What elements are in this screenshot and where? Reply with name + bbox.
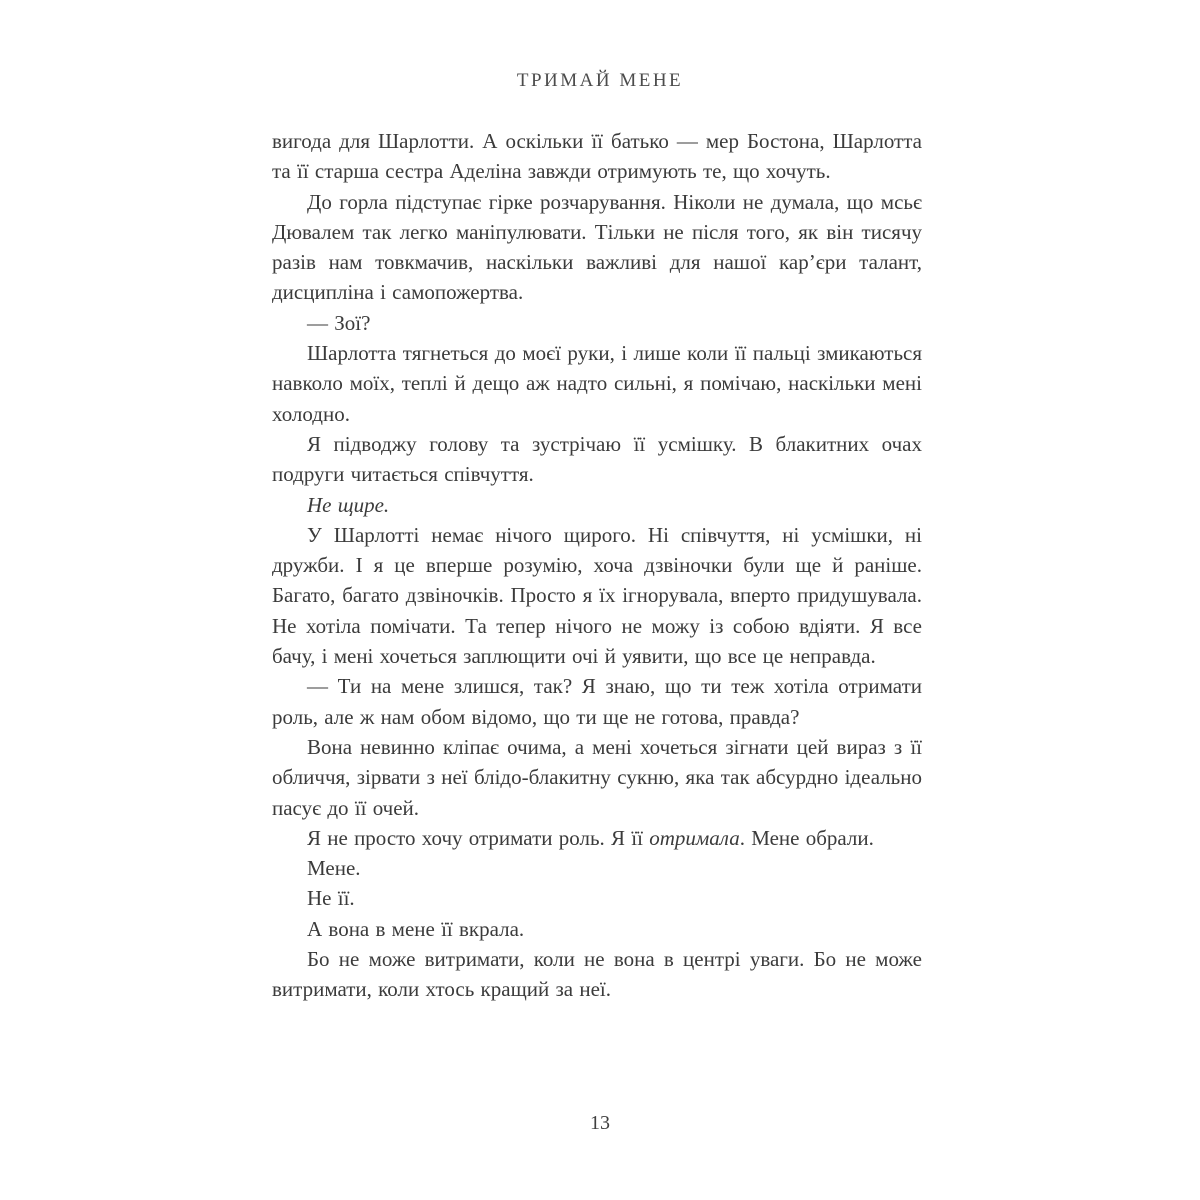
text-run: — Зої? bbox=[307, 310, 371, 335]
paragraph bbox=[272, 520, 922, 671]
paragraph bbox=[272, 671, 922, 732]
text-run: Я не просто хочу отримати роль. Я її bbox=[307, 825, 650, 850]
body-text bbox=[272, 126, 922, 1005]
paragraph bbox=[272, 944, 922, 1005]
paragraph bbox=[272, 732, 922, 823]
text-run: — Ти на мене злишся, так? Я знаю, що ти теж хотіла отримати роль, але ж нам обом відомо, що ти ще не готова, правда? bbox=[272, 674, 922, 729]
italic-text-run: Не щире. bbox=[307, 492, 390, 517]
paragraph bbox=[272, 338, 922, 429]
paragraph bbox=[272, 490, 922, 520]
text-run: . Мене обрали. bbox=[739, 825, 874, 850]
running-head: ТРИМАЙ МЕНЕ bbox=[516, 70, 684, 91]
text-run: Бо не може витримати, коли не вона в центрі уваги. Бо не може витримати, коли хтось кращий за неї. bbox=[272, 947, 922, 1002]
text-run: Мене. bbox=[307, 856, 361, 881]
text-run: А вона в мене її вкрала. bbox=[307, 916, 525, 941]
page-number: 13 bbox=[590, 1112, 610, 1134]
paragraph bbox=[272, 823, 922, 853]
paragraph bbox=[272, 308, 922, 338]
text-run: Шарлотта тягнеться до моєї руки, і лише коли її пальці змикаються навколо моїх, теплі й дещо аж надто сильні, я помічаю, наскільки мені холодно. bbox=[272, 341, 922, 426]
text-run: У Шарлотті немає нічого щирого. Ні співчуття, ні усмішки, ні дружби. І я це вперше розумію, хоча дзвіночки були ще й раніше. Багато, багато дзвіночків. Просто я їх ігнорувала, вперто придушувала. Не хотіла помічати. Та тепер нічого не можу із собою вдіяти. Я все бачу, і мені хочеться заплющити очі й уявити, що все це неправда. bbox=[272, 522, 922, 669]
text-run: Не її. bbox=[307, 886, 355, 911]
paragraph bbox=[272, 126, 922, 187]
italic-text-run: отримала bbox=[649, 825, 740, 850]
text-run: Я підводжу голову та зустрічаю її усмішку. В блакитних очах подруги читається співчуття. bbox=[272, 431, 922, 487]
text-run: Вона невинно кліпає очима, а мені хочеться зігнати цей вираз з її обличчя, зірвати з неї блідо-блакитну сукню, яка так абсурдно ідеально пасує до її очей. bbox=[272, 734, 922, 820]
paragraph bbox=[272, 429, 922, 490]
text-run: До горла підступає гірке розчарування. Ніколи не думала, що мсьє Дювалем так легко маніпулювати. Тільки не після того, як він тисячу разів нам товкмачив, наскільки важливі для нашої кар’єри талант, дисципліна і самопожертва. bbox=[272, 189, 922, 305]
paragraph bbox=[272, 914, 922, 944]
text-run: вигода для Шарлотти. А оскільки її батько — мер Бостона, Шарлотта та її старша сестра Аделіна завжди отримують те, що хочуть. bbox=[272, 129, 922, 184]
paragraph bbox=[272, 187, 922, 308]
paragraph bbox=[272, 853, 922, 883]
paragraph bbox=[272, 883, 922, 913]
